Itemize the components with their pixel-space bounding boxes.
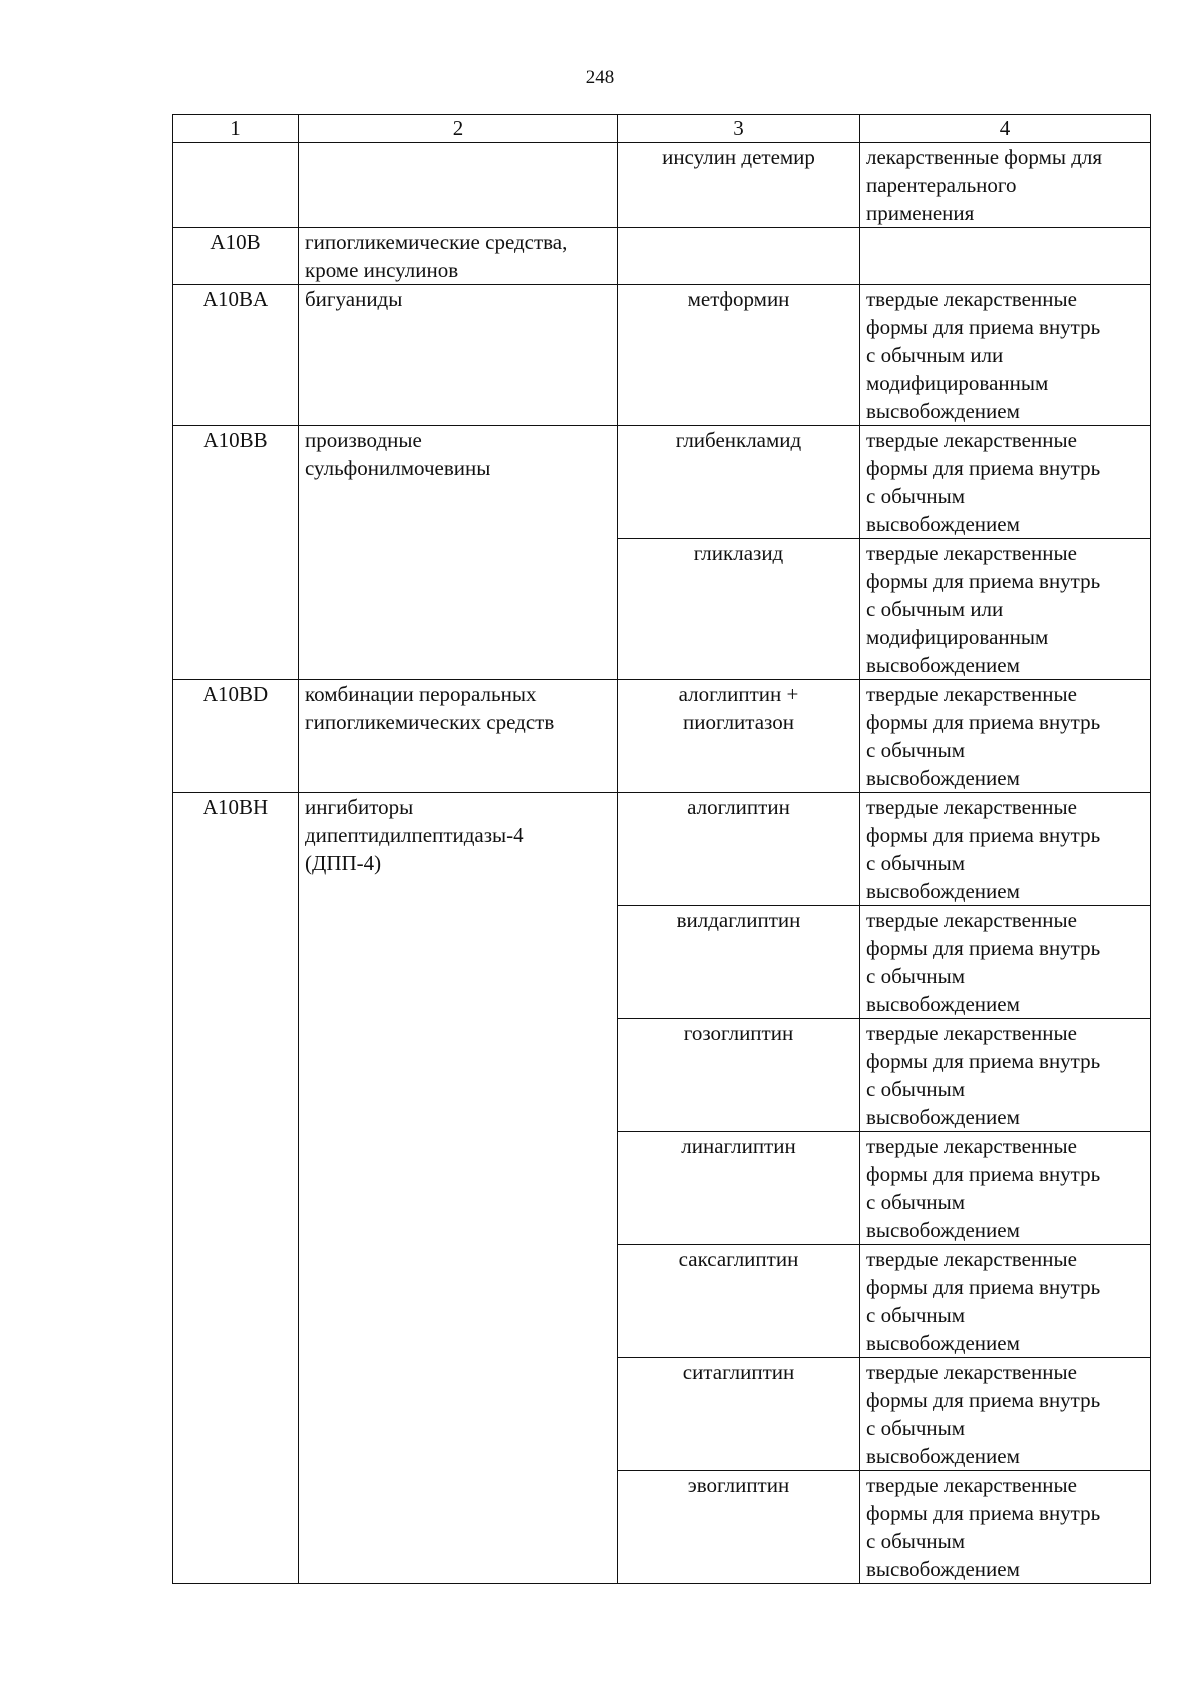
atc-code-cell: A10BD [173,680,299,793]
atc-code-cell: A10BH [173,793,299,1584]
group-name-cell: комбинации пероральных гипогликемических средств [299,680,618,793]
table-row [173,285,1151,426]
group-name-cell: производные сульфонилмочевины [299,426,618,680]
dosage-form-cell: твердые лекарственные формы для приема внутрь с обычным высвобождением [860,680,1151,793]
drug-name-cell: саксаглиптин [618,1245,860,1358]
group-name-cell: бигуаниды [299,285,618,426]
group-name-cell [299,143,618,228]
group-name-cell: гипогликемические средства, кроме инсулинов [299,228,618,285]
drug-name-cell: инсулин детемир [618,143,860,228]
dosage-form-cell: твердые лекарственные формы для приема внутрь с обычным высвобождением [860,1358,1151,1471]
table-row [173,426,1151,539]
dosage-form-cell: твердые лекарственные формы для приема внутрь с обычным высвобождением [860,906,1151,1019]
page-number: 248 [585,67,615,88]
column-header: 1 [173,115,299,143]
dosage-form-cell: твердые лекарственные формы для приема внутрь с обычным или модифицированным высвобождением [860,285,1151,426]
column-header: 3 [618,115,860,143]
table-row [173,143,1151,228]
drug-name-cell: ситаглиптин [618,1358,860,1471]
atc-code-cell: A10BA [173,285,299,426]
drug-table [172,114,1151,1584]
drug-name-cell: гозоглиптин [618,1019,860,1132]
column-header: 4 [860,115,1151,143]
table-row [173,228,1151,285]
dosage-form-cell: лекарственные формы для парентерального применения [860,143,1151,228]
drug-name-cell: вилдаглиптин [618,906,860,1019]
dosage-form-cell: твердые лекарственные формы для приема внутрь с обычным высвобождением [860,1471,1151,1584]
drug-name-cell: эвоглиптин [618,1471,860,1584]
drug-name-cell [618,228,860,285]
column-header: 2 [299,115,618,143]
dosage-form-cell: твердые лекарственные формы для приема внутрь с обычным высвобождением [860,1019,1151,1132]
drug-name-cell: гликлазид [618,539,860,680]
table-row [173,680,1151,793]
table-header-row [173,115,1151,143]
dosage-form-cell: твердые лекарственные формы для приема внутрь с обычным высвобождением [860,793,1151,906]
drug-name-cell: глибенкламид [618,426,860,539]
drug-name-cell: алоглиптин [618,793,860,906]
atc-code-cell: A10BB [173,426,299,680]
dosage-form-cell: твердые лекарственные формы для приема внутрь с обычным высвобождением [860,1132,1151,1245]
dosage-form-cell [860,228,1151,285]
atc-code-cell: A10B [173,228,299,285]
drug-name-cell: алоглиптин + пиоглитазон [618,680,860,793]
dosage-form-cell: твердые лекарственные формы для приема внутрь с обычным высвобождением [860,1245,1151,1358]
atc-code-cell [173,143,299,228]
drug-name-cell: линаглиптин [618,1132,860,1245]
table-row [173,793,1151,906]
dosage-form-cell: твердые лекарственные формы для приема внутрь с обычным или модифицированным высвобождением [860,539,1151,680]
group-name-cell: ингибиторы дипептидилпептидазы-4 (ДПП-4) [299,793,618,1584]
drug-name-cell: метформин [618,285,860,426]
dosage-form-cell: твердые лекарственные формы для приема внутрь с обычным высвобождением [860,426,1151,539]
